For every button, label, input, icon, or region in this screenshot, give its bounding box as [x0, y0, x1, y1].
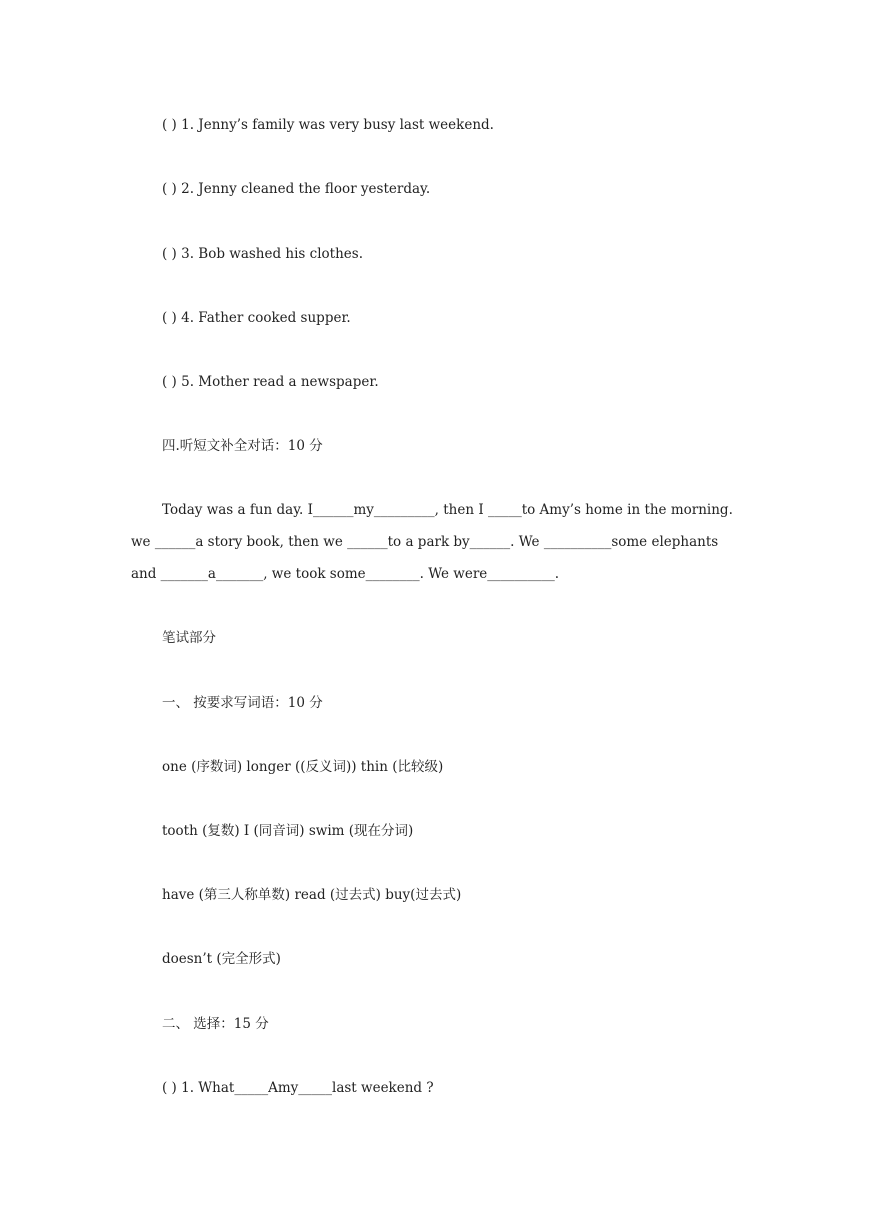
section-heading-written-1: 一、 按要求写词语：10 分	[162, 695, 323, 711]
tf-item-5: ( ) 5. Mother read a newspaper.	[162, 374, 379, 390]
passage-line-1: Today was a fun day. I______my_________, then I _____to Amy’s home in the morning.	[162, 502, 733, 518]
choice-item-1: ( ) 1. What_____Amy_____last weekend ?	[162, 1080, 434, 1096]
tf-item-2: ( ) 2. Jenny cleaned the floor yesterday.	[162, 181, 431, 197]
tf-item-1: ( ) 1. Jenny’s family was very busy last weekend.	[162, 117, 494, 133]
tf-item-3: ( ) 3. Bob washed his clothes.	[162, 246, 363, 262]
passage-line-3: and _______a_______, we took some________. We were__________.	[131, 566, 560, 582]
word-form-line-4: doesn’t (完全形式)	[162, 951, 281, 967]
word-form-line-3: have (第三人称单数) read (过去式) buy(过去式)	[162, 887, 462, 903]
passage-line-2: we ______a story book, then we ______to a park by______. We __________some elephants	[131, 534, 719, 550]
tf-item-4: ( ) 4. Father cooked supper.	[162, 310, 351, 326]
word-form-line-2: tooth (复数) I (同音词) swim (现在分词)	[162, 823, 414, 839]
written-section-title: 笔试部分	[162, 630, 216, 646]
word-form-line-1: one (序数词) longer ((反义词)) thin (比较级)	[162, 759, 444, 775]
section-heading-written-2: 二、 选择：15 分	[162, 1016, 269, 1032]
section-heading-listening-4: 四.听短文补全对话：10 分	[162, 438, 323, 454]
